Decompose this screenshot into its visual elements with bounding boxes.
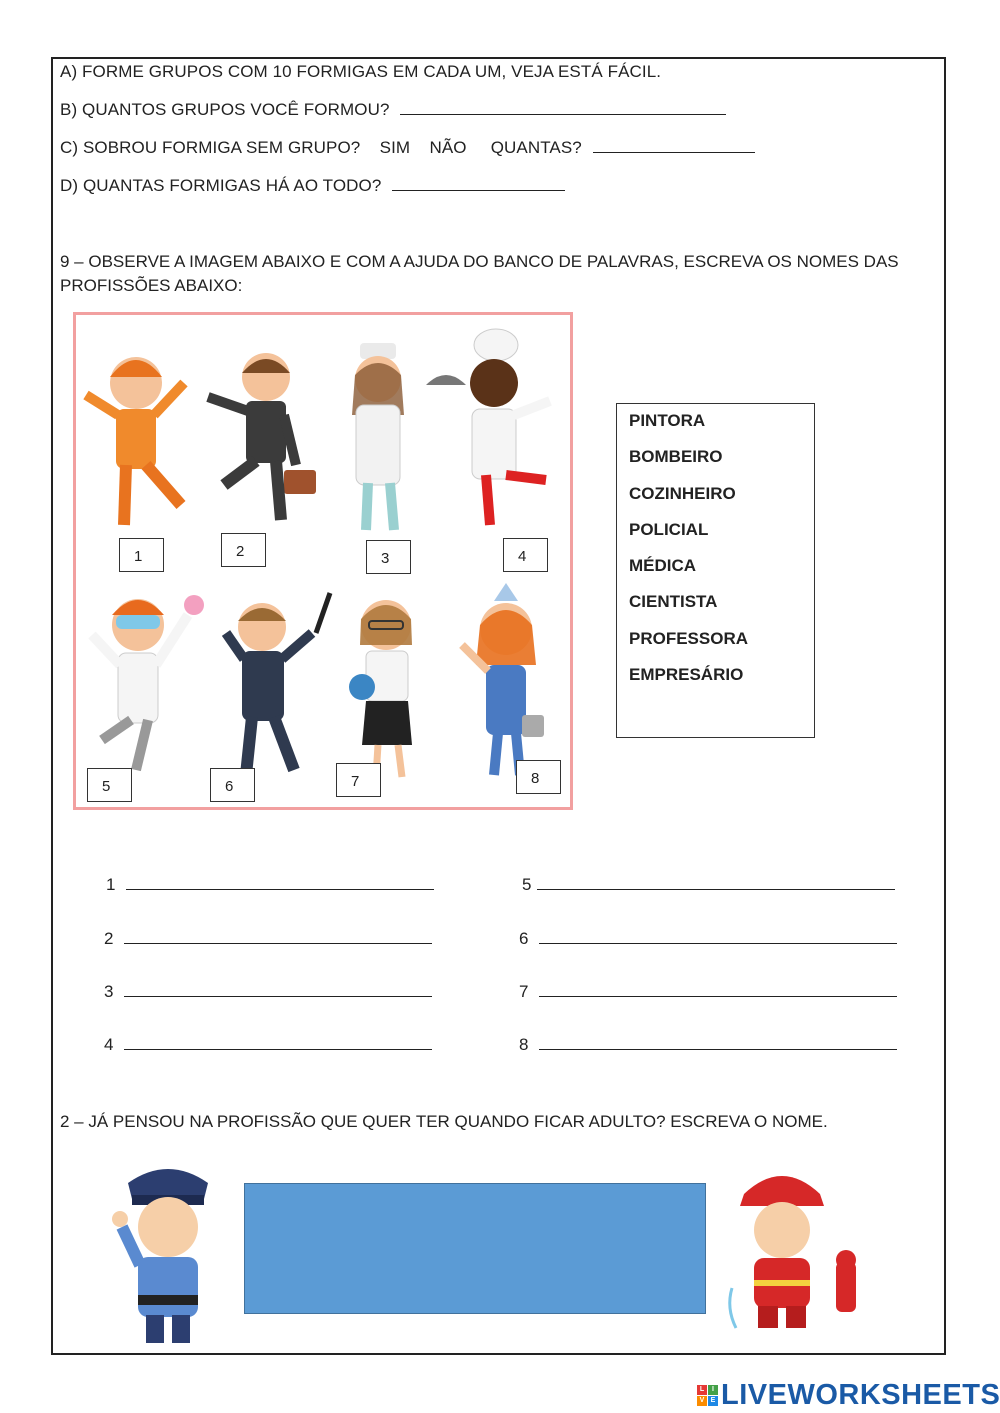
- question-c: [60, 138, 755, 158]
- word-bank-item: CIENTISTA: [629, 592, 718, 612]
- brand-name: LIVEWORKSHEETS: [721, 1378, 1000, 1411]
- answer-row-3: [104, 982, 432, 1002]
- section-2-title: 2 – JÁ PENSOU NA PROFISSÃO QUE QUER TER QUANDO FICAR ADULTO? ESCREVA O NOME.: [60, 1112, 828, 1131]
- answer-row-1: [106, 875, 434, 895]
- answer-line-8[interactable]: [539, 1035, 897, 1050]
- answer-line-2[interactable]: [124, 929, 432, 944]
- answer-label-2: 2: [104, 929, 114, 948]
- answer-blank-c[interactable]: [593, 138, 755, 153]
- word-bank-item: PROFESSORA: [629, 628, 749, 648]
- answer-blank-b[interactable]: [400, 100, 726, 115]
- firefighter-clipart: [722, 1158, 872, 1333]
- answer-label-1: 1: [106, 875, 116, 894]
- painter-figure: [462, 583, 544, 775]
- answer-line-3[interactable]: [124, 982, 432, 997]
- teacher-figure: [349, 600, 412, 777]
- number-box-6: 6: [210, 768, 255, 802]
- answer-box[interactable]: [244, 1183, 706, 1314]
- word-bank-item: MÉDICA: [629, 556, 697, 576]
- word-bank-item: POLICIAL: [629, 519, 709, 539]
- doctor-figure: [352, 343, 404, 530]
- number-box-1: 1: [119, 538, 164, 572]
- number-box-5: 5: [87, 768, 132, 802]
- answer-line-4[interactable]: [124, 1035, 432, 1050]
- word-bank-item: COZINHEIRO: [629, 483, 736, 503]
- businessman-figure: [208, 353, 316, 520]
- question-d: [60, 176, 565, 196]
- number-box-8: 8: [516, 760, 561, 794]
- word-bank: [616, 403, 815, 738]
- word-bank-item: PINTORA: [629, 411, 706, 430]
- question-b-text: B) QUANTOS GRUPOS VOCÊ FORMOU?: [60, 100, 390, 119]
- answer-label-6: 6: [519, 929, 529, 948]
- word-bank-item: BOMBEIRO: [629, 447, 723, 467]
- number-box-2: 2: [221, 533, 266, 567]
- answer-line-1[interactable]: [126, 875, 434, 890]
- answer-line-7[interactable]: [539, 982, 897, 997]
- number-box-7: 7: [336, 763, 381, 797]
- answer-blank-d[interactable]: [392, 176, 565, 191]
- answer-line-6[interactable]: [539, 929, 897, 944]
- answer-row-2: [104, 929, 432, 949]
- number-box-3: 3: [366, 540, 411, 574]
- answer-label-4: 4: [104, 1035, 114, 1054]
- chef-figure: [426, 329, 550, 525]
- answer-label-7: 7: [519, 982, 529, 1001]
- answer-row-7: [519, 982, 897, 1002]
- liveworksheets-logo: L I V E: [697, 1385, 718, 1406]
- liveworksheets-brand: [697, 1378, 1000, 1412]
- number-box-4: 4: [503, 538, 548, 572]
- answer-line-5[interactable]: [537, 875, 895, 890]
- question-d-text: D) QUANTAS FORMIGAS HÁ AO TODO?: [60, 176, 382, 195]
- word-bank-item: EMPRESÁRIO: [629, 665, 744, 685]
- firefighter-kid-figure: [86, 357, 184, 525]
- question-c-text: C) SOBROU FORMIGA SEM GRUPO? SIM NÃO QUANTAS?: [60, 138, 582, 157]
- scientist-figure: [92, 595, 204, 770]
- answer-row-4: [104, 1035, 432, 1055]
- question-b: [60, 100, 726, 120]
- section-9-title: 9 – OBSERVE A IMAGEM ABAIXO E COM A AJUDA DO BANCO DE PALAVRAS, ESCREVA OS NOMES DAS PROFISSÕES ABAIXO:: [60, 252, 899, 295]
- question-a-text: A) FORME GRUPOS COM 10 FORMIGAS EM CADA UM, VEJA ESTÁ FÁCIL.: [60, 62, 662, 81]
- answer-row-8: [519, 1035, 897, 1055]
- question-a: [60, 62, 661, 82]
- answer-label-8: 8: [519, 1035, 529, 1054]
- answer-row-5: [522, 875, 895, 895]
- answer-label-5: 5: [522, 875, 532, 894]
- police-officer-clipart: [108, 1155, 228, 1350]
- police-officer-figure: [226, 593, 330, 775]
- answer-label-3: 3: [104, 982, 114, 1001]
- answer-row-6: [519, 929, 897, 949]
